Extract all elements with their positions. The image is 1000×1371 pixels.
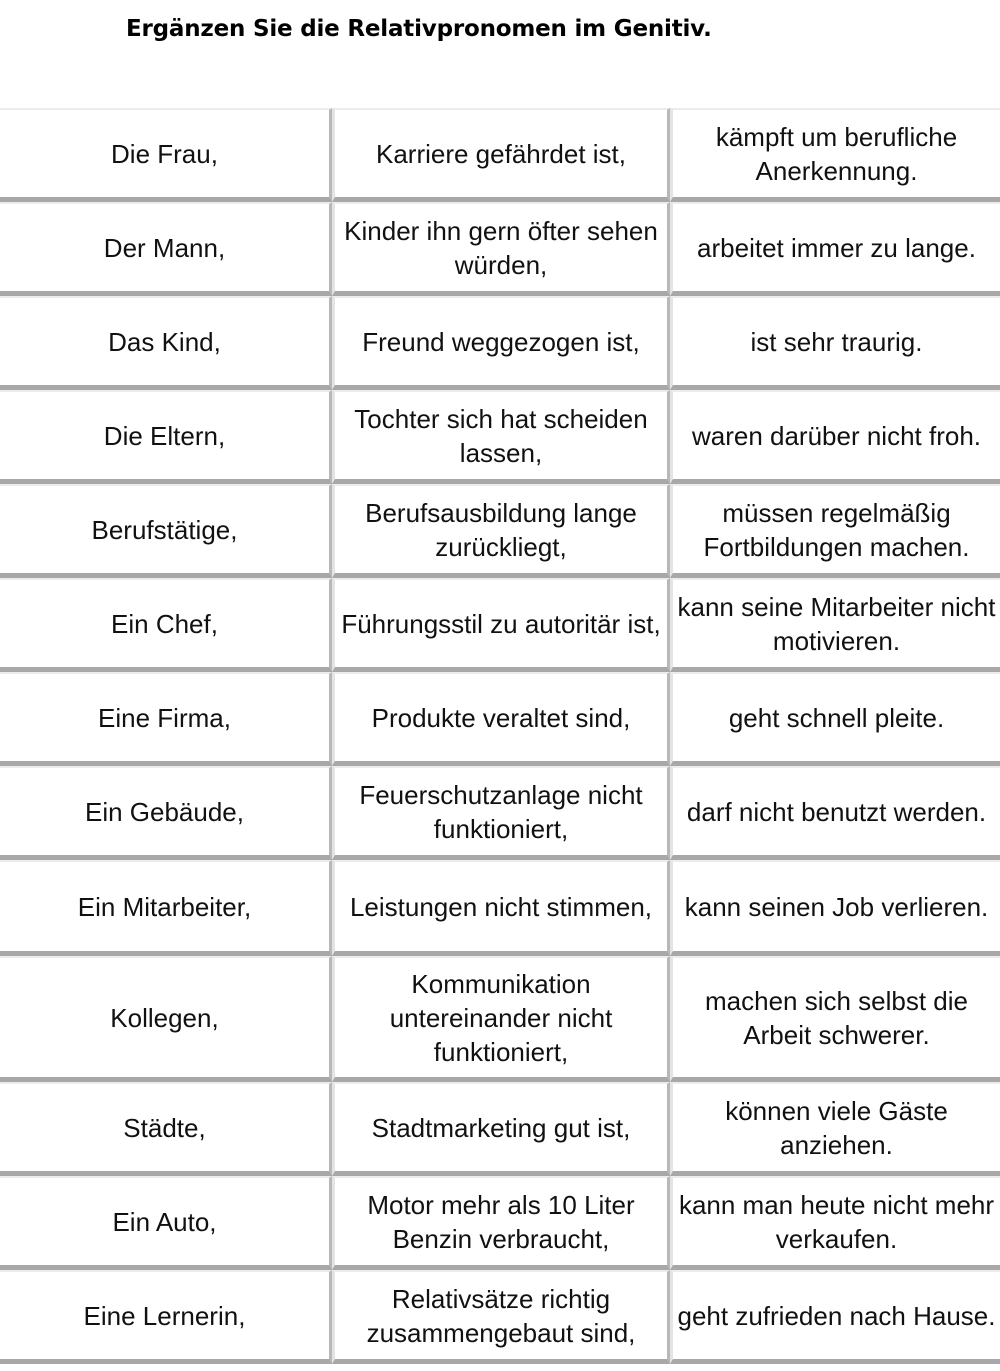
table-row <box>0 296 1000 390</box>
subject-text: Ein Mitarbeiter, <box>77 891 252 922</box>
table-row <box>0 484 1000 578</box>
subject-text: Ein Chef, <box>111 608 218 639</box>
main-clause-cell <box>670 956 1000 1082</box>
table-row <box>0 202 1000 296</box>
table-row <box>0 390 1000 484</box>
main-text: machen sich selbst die Arbeit schwerer. <box>704 985 969 1050</box>
relative-clause-cell <box>332 860 670 956</box>
subject-text: Ein Auto, <box>112 1206 217 1237</box>
main-clause-cell <box>670 296 1000 390</box>
main-text: geht zufrieden nach Hause. <box>677 1300 996 1331</box>
subject-cell <box>0 1082 332 1176</box>
main-text: kann seine Mitarbeiter nicht motivieren. <box>677 591 996 656</box>
clause-text: Leistungen nicht stimmen, <box>349 891 653 922</box>
subject-text: Eine Lernerin, <box>83 1300 246 1331</box>
subject-cell <box>0 1176 332 1270</box>
clause-text: Produkte veraltet sind, <box>371 702 631 733</box>
subject-cell <box>0 202 332 296</box>
main-clause-cell <box>670 578 1000 672</box>
clause-text: Motor mehr als 10 Liter Benzin verbraucht, <box>367 1189 635 1254</box>
subject-text: Die Frau, <box>111 138 218 169</box>
clause-text: Tochter sich hat scheiden lassen, <box>354 403 648 468</box>
subject-text: Städte, <box>123 1112 206 1143</box>
main-clause-cell <box>670 390 1000 484</box>
relative-clause-cell <box>332 1176 670 1270</box>
subject-text: Das Kind, <box>108 326 221 357</box>
main-clause-cell <box>670 484 1000 578</box>
main-clause-cell <box>670 1176 1000 1270</box>
main-clause-cell <box>670 1270 1000 1364</box>
main-clause-cell <box>670 766 1000 860</box>
exercise-table <box>0 108 1000 1364</box>
main-clause-cell <box>670 1082 1000 1176</box>
relative-clause-cell <box>332 672 670 766</box>
subject-cell <box>0 296 332 390</box>
relative-clause-cell <box>332 956 670 1082</box>
clause-text: Karriere gefährdet ist, <box>375 138 626 169</box>
worksheet-title: Ergänzen Sie die Relativpronomen im Genitiv. <box>126 16 712 42</box>
table-row <box>0 956 1000 1082</box>
main-text: darf nicht benutzt werden. <box>686 796 987 827</box>
subject-text: Ein Gebäude, <box>84 796 244 827</box>
table-row <box>0 1270 1000 1364</box>
subject-text: Die Eltern, <box>103 420 226 451</box>
subject-text: Eine Firma, <box>98 702 231 733</box>
clause-text: Feuerschutzanlage nicht funktioniert, <box>359 779 643 844</box>
subject-cell <box>0 672 332 766</box>
relative-clause-cell <box>332 1082 670 1176</box>
table-row <box>0 108 1000 202</box>
table-row <box>0 1082 1000 1176</box>
table-row <box>0 672 1000 766</box>
main-text: arbeitet immer zu lange. <box>697 232 976 263</box>
main-text: kann man heute nicht mehr verkaufen. <box>678 1189 995 1254</box>
relative-clause-cell <box>332 108 670 202</box>
main-clause-cell <box>670 860 1000 956</box>
subject-text: Berufstätige, <box>91 514 238 545</box>
clause-text: Führungsstil zu autoritär ist, <box>341 608 661 639</box>
relative-clause-cell <box>332 296 670 390</box>
clause-text: Kinder ihn gern öfter sehen würden, <box>344 215 658 280</box>
main-text: kämpft um berufliche Anerkennung. <box>715 121 958 186</box>
main-text: kann seinen Job verlieren. <box>684 891 989 922</box>
subject-cell <box>0 766 332 860</box>
main-text: ist sehr traurig. <box>750 326 923 357</box>
relative-clause-cell <box>332 484 670 578</box>
relative-clause-cell <box>332 390 670 484</box>
subject-text: Kollegen, <box>110 1002 219 1033</box>
clause-text: Berufsausbildung lange zurückliegt, <box>365 497 637 562</box>
main-text: müssen regelmäßig Fortbildungen machen. <box>703 497 970 562</box>
table-row <box>0 860 1000 956</box>
clause-text: Kommunikation untereinander nicht funktioniert, <box>389 968 613 1067</box>
main-text: geht schnell pleite. <box>728 702 945 733</box>
subject-cell <box>0 578 332 672</box>
clause-text: Relativsätze richtig zusammengebaut sind, <box>366 1283 636 1348</box>
table-row <box>0 766 1000 860</box>
table-row <box>0 1176 1000 1270</box>
relative-clause-cell <box>332 1270 670 1364</box>
clause-text: Stadtmarketing gut ist, <box>371 1112 631 1143</box>
relative-clause-cell <box>332 202 670 296</box>
relative-clause-cell <box>332 578 670 672</box>
table-row <box>0 578 1000 672</box>
subject-cell <box>0 390 332 484</box>
subject-cell <box>0 1270 332 1364</box>
relative-clause-cell <box>332 766 670 860</box>
main-clause-cell <box>670 672 1000 766</box>
subject-cell <box>0 860 332 956</box>
subject-cell <box>0 108 332 202</box>
subject-text: Der Mann, <box>103 232 226 263</box>
main-text: können viele Gäste anziehen. <box>725 1095 948 1160</box>
main-text: waren darüber nicht froh. <box>691 420 982 451</box>
main-clause-cell <box>670 108 1000 202</box>
main-clause-cell <box>670 202 1000 296</box>
subject-cell <box>0 956 332 1082</box>
subject-cell <box>0 484 332 578</box>
clause-text: Freund weggezogen ist, <box>362 326 640 357</box>
